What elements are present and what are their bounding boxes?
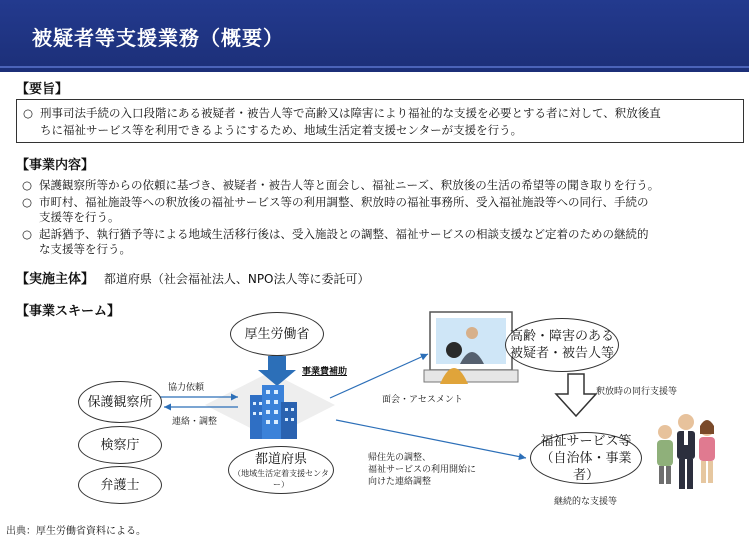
welfare-line-1: 福祉サービス等 [540, 433, 632, 449]
target-line-2: 被疑者・被告人等 [509, 346, 614, 361]
content-text-3a: 起訴猶予、執行猶予等による地域生活移行後は、受入施設との調整、福祉サービスの相談支援など定着のための継続的 [39, 227, 649, 241]
content-text-2b: 支援等を行う。 [39, 210, 120, 224]
page-title: 被疑者等支援業務（概要） [32, 26, 284, 50]
bullet-marker: ○ [22, 227, 33, 241]
probation-office-node [78, 381, 162, 423]
coordination-line-2: 福祉サービスの利用開始に [368, 465, 477, 475]
summary-line-1: 刑事司法手続の入口段階にある被疑者・被告人等で高齢又は障害により福祉的な支援を必要とする者に対して、釈放後直 [40, 106, 661, 120]
subsidy-label: 事業費補助 [302, 367, 348, 377]
coordination-label [368, 452, 476, 488]
actor-heading: 【実施主体】 [16, 272, 95, 287]
prosecutor-label: 検察庁 [100, 437, 140, 453]
interview-label: 面会・アセスメント [382, 395, 463, 405]
center-label: （地域生活定着支援センター） [233, 468, 329, 489]
source-note: 出典：厚生労働省資料による。 [6, 526, 146, 537]
content-text-1: 保護観察所等からの依頼に基づき、被疑者・被告人等と面会し、福祉ニーズ、釈放後の生活の希望等の聞き取りを行う。 [39, 178, 660, 192]
content-text-3b: な支援等を行う。 [39, 242, 131, 256]
prosecutor-node [78, 426, 162, 464]
prefecture-node [228, 446, 334, 494]
liaison-label: 連絡・調整 [172, 417, 218, 427]
scheme-heading: 【事業スキーム】 [16, 304, 121, 319]
content-heading: 【事業内容】 [16, 158, 95, 173]
bullet-marker: ○ [22, 178, 33, 192]
coordination-line-1: 帰住先の調整、 [368, 453, 432, 463]
prefecture-label: 都道府県 [254, 451, 307, 467]
interview-monitor-icon [424, 312, 518, 384]
summary-line-2: ちに福祉サービス等を利用できるようにするため、地域生活定着支援センターが支援を行う。 [40, 123, 523, 137]
bullet-marker: ○ [22, 195, 33, 209]
coop-request-label: 協力依頼 [168, 383, 205, 393]
target-node [505, 318, 619, 372]
target-line-1: 高齢・障害のある [509, 329, 614, 344]
coordination-line-3: 向けた連絡調整 [368, 477, 432, 487]
content-text-2a: 市町村、福祉施設等への釈放後の福祉サービス等の利用調整、釈放時の福祉事務所、受入福祉施設等への同行、手続の [39, 195, 649, 209]
release-arrow [556, 374, 596, 416]
probation-label: 保護観察所 [87, 394, 153, 410]
lawyer-node [78, 466, 162, 504]
welfare-service-node [530, 432, 642, 484]
continuing-support-label: 継続的な支援等 [554, 497, 618, 507]
release-support-label: 釈放時の同行支援等 [596, 387, 678, 397]
actor-text: 都道府県（社会福祉法人、NPO法人等に委託可） [103, 272, 370, 286]
welfare-line-2: （自治体・事業者） [540, 450, 632, 483]
mhlw-label: 厚生労働省 [244, 326, 310, 342]
lawyer-label: 弁護士 [100, 477, 140, 493]
bullet-marker: ○ [23, 106, 34, 120]
family-icon [657, 414, 715, 489]
summary-heading: 【要旨】 [16, 82, 69, 97]
mhlw-node [230, 312, 324, 356]
